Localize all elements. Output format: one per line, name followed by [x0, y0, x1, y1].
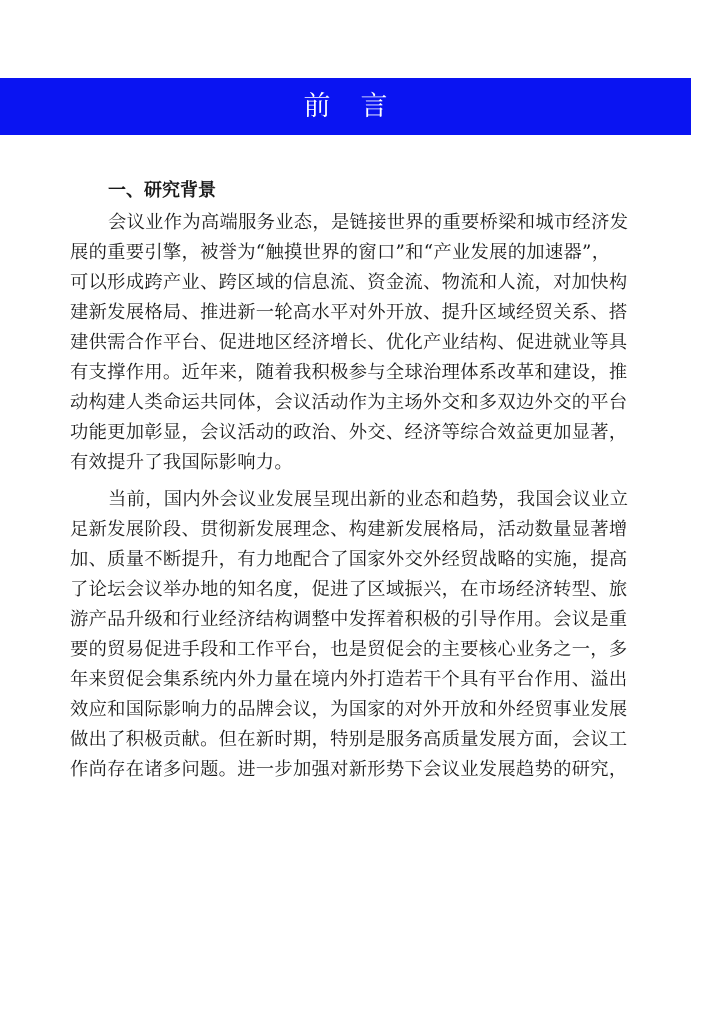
- text-line: 加、质量不断提升，有力地配合了国家外交外经贸战略的实施，提高: [70, 549, 628, 570]
- text-line: 功能更加彰显，会议活动的政治、外交、经济等综合效益更加显著，: [70, 422, 628, 443]
- text-line: 足新发展阶段、贯彻新发展理念、构建新发展格局，活动数量显著增: [70, 519, 628, 540]
- document-body: [70, 174, 658, 785]
- text-line: 展的重要引擎，被誉为“触摸世界的窗口”和“产业发展的加速器”，: [70, 242, 611, 263]
- text-line: 有效提升了我国际影响力。: [70, 452, 293, 473]
- text-line: 有支撑作用。近年来，随着我积极参与全球治理体系改革和建设，推: [70, 362, 628, 383]
- paragraph-2: [70, 485, 658, 785]
- text-line: 要的贸易促进手段和工作平台，也是贸促会的主要核心业务之一，多: [70, 639, 628, 660]
- text-line: 效应和国际影响力的品牌会议，为国家的对外开放和外经贸事业发展: [70, 699, 628, 720]
- text-line: 建新发展格局、推进新一轮高水平对外开放、提升区域经贸关系、搭: [70, 302, 628, 323]
- paragraph-spacer: [70, 478, 658, 485]
- text-line: 了论坛会议举办地的知名度，促进了区域振兴，在市场经济转型、旅: [70, 579, 628, 600]
- paragraph-1: [70, 208, 658, 478]
- text-line: 当前，国内外会议业发展呈现出新的业态和趋势，我国会议业立: [108, 489, 629, 510]
- text-line: 动构建人类命运共同体，会议活动作为主场外交和多双边外交的平台: [70, 392, 628, 413]
- title-banner: [0, 78, 691, 135]
- text-line: 游产品升级和行业经济结构调整中发挥着积极的引导作用。会议是重: [70, 609, 628, 630]
- text-line: 建供需合作平台、促进地区经济增长、优化产业结构、促进就业等具: [70, 332, 628, 353]
- text-line: 可以形成跨产业、跨区域的信息流、资金流、物流和人流，对加快构: [70, 272, 628, 293]
- text-line: 作尚存在诸多问题。进一步加强对新形势下会议业发展趋势的研究，: [70, 759, 628, 780]
- text-line: 会议业作为高端服务业态，是链接世界的重要桥梁和城市经济发: [108, 212, 629, 233]
- text-line: 年来贸促会集系统内外力量在境内外打造若干个具有平台作用、溢出: [70, 669, 628, 690]
- text-line: 做出了积极贡献。但在新时期，特别是服务高质量发展方面，会议工: [70, 729, 628, 750]
- section-heading: 一、研究背景: [108, 180, 216, 201]
- page-title: 前言: [303, 91, 418, 122]
